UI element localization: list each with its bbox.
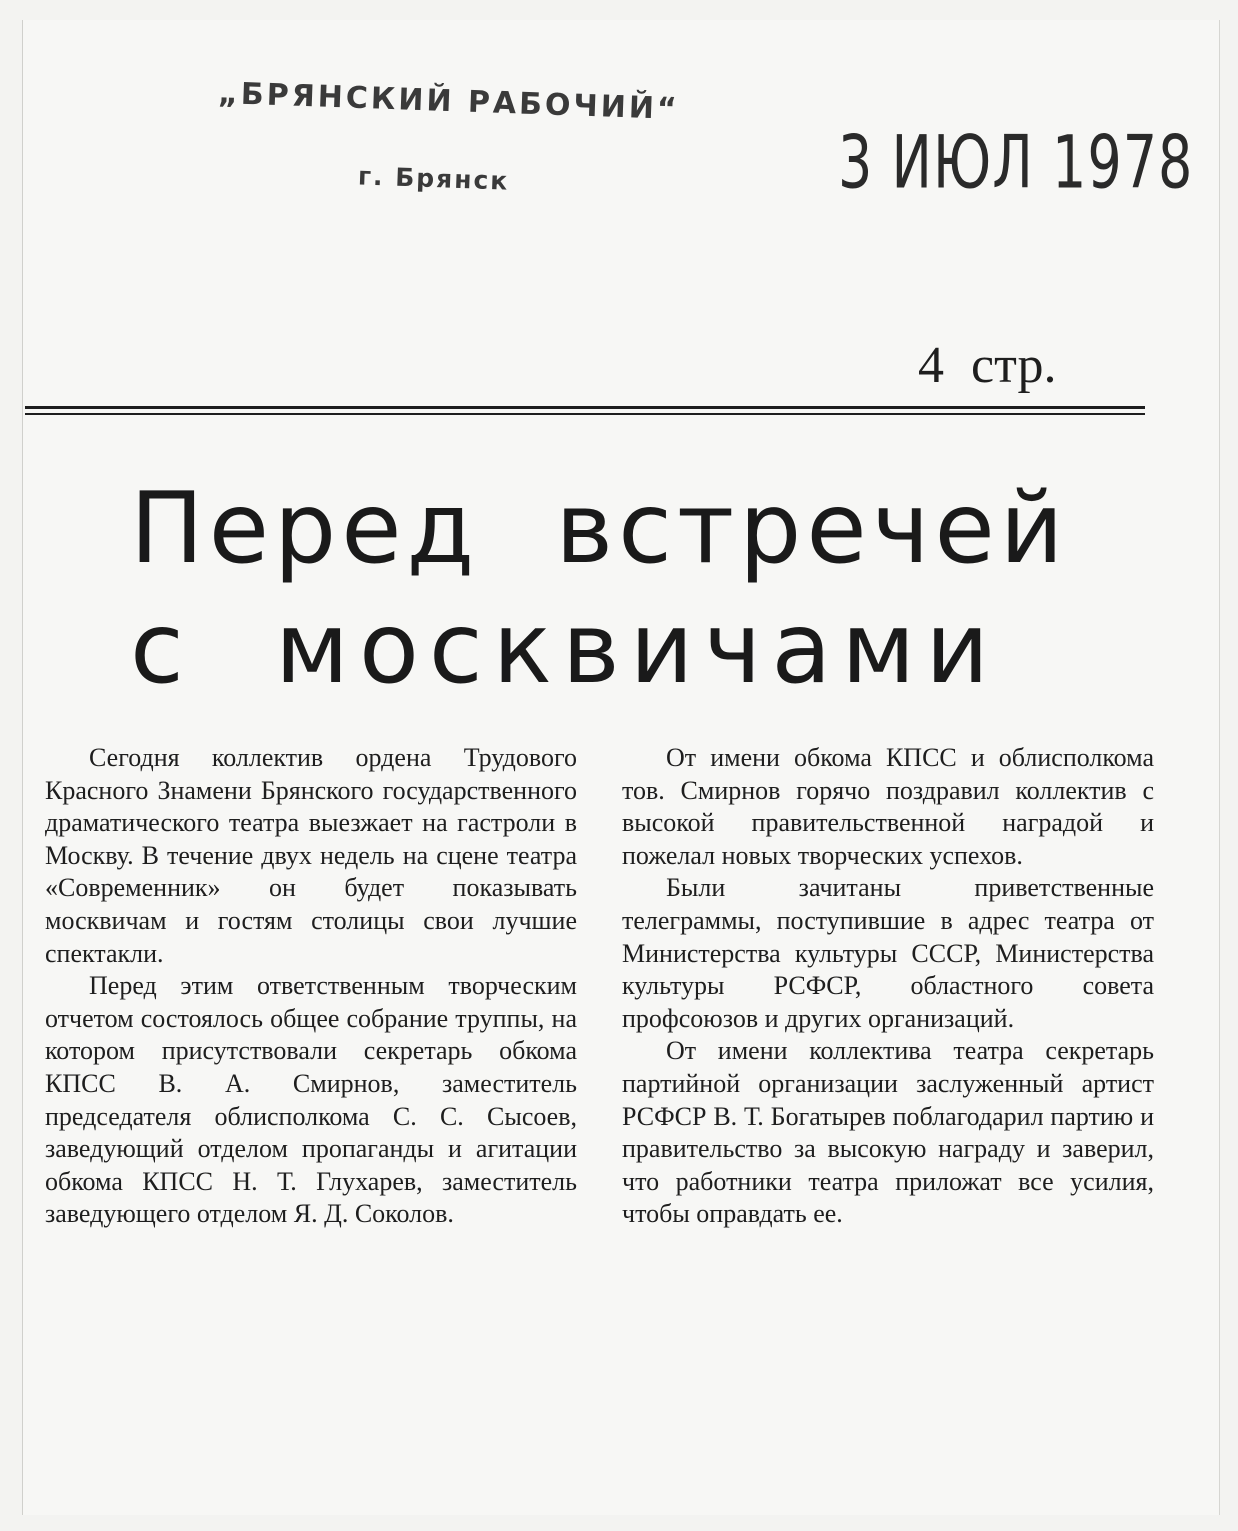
header-rule-thin [25,413,1145,415]
paragraph: Перед этим ответственным творческим отчетом состоялось общее собрание труппы, на котором присутствовали секретарь обкома КПСС В. А. Смирнов, заместитель председателя облисполкома С. С. Сысоев, заведующий отделом пропаганды и агитации обкома КПСС Н. Т. Глухарев, заместитель заведующего отделом Я. Д. Соколов. [45,971,577,1229]
city-stamp: г. Брянск [357,161,510,196]
paragraph: Были зачитаны приветственные телеграммы, поступившие в адрес театра от Министерства культуры СССР, Министерства культуры РСФСР, областного совета профсоюзов и других организаций. [622,873,1154,1033]
headline-line-1: Перед встречей [130,472,1069,586]
paragraph: Сегодня коллектив ордена Трудового Красного Знамени Брянского государственного драматического театра выезжает на гастроли в Москву. В течение двух недель на сцене театра «Современник» он будет показывать москвичам и гостям столицы свои лучшие спектакли. [45,743,577,968]
page-number: 4 стр. [918,337,1057,394]
article-column-right [622,742,1154,1231]
headline-line-2: с москвичами [130,592,1000,706]
newspaper-name-stamp: „БРЯНСКИЙ РАБОЧИЙ“ [217,75,681,128]
paragraph: От имени обкома КПСС и облисполкома тов. Смирнов горячо поздравил коллектив с высокой правительственной наградой и пожелал новых творческих успехов. [622,743,1154,870]
article-column-left [45,742,577,1231]
paragraph: От имени коллектива театра секретарь партийной организации заслуженный артист РСФСР В. Т. Богатырев поблагодарил партию и правительство за высокую награду и заверил, что работники театра приложат все усилия, чтобы оправдать ее. [622,1036,1154,1229]
date-stamp: 3 ИЮЛ 1978 [838,120,1194,206]
header-rule-thick [25,406,1145,409]
